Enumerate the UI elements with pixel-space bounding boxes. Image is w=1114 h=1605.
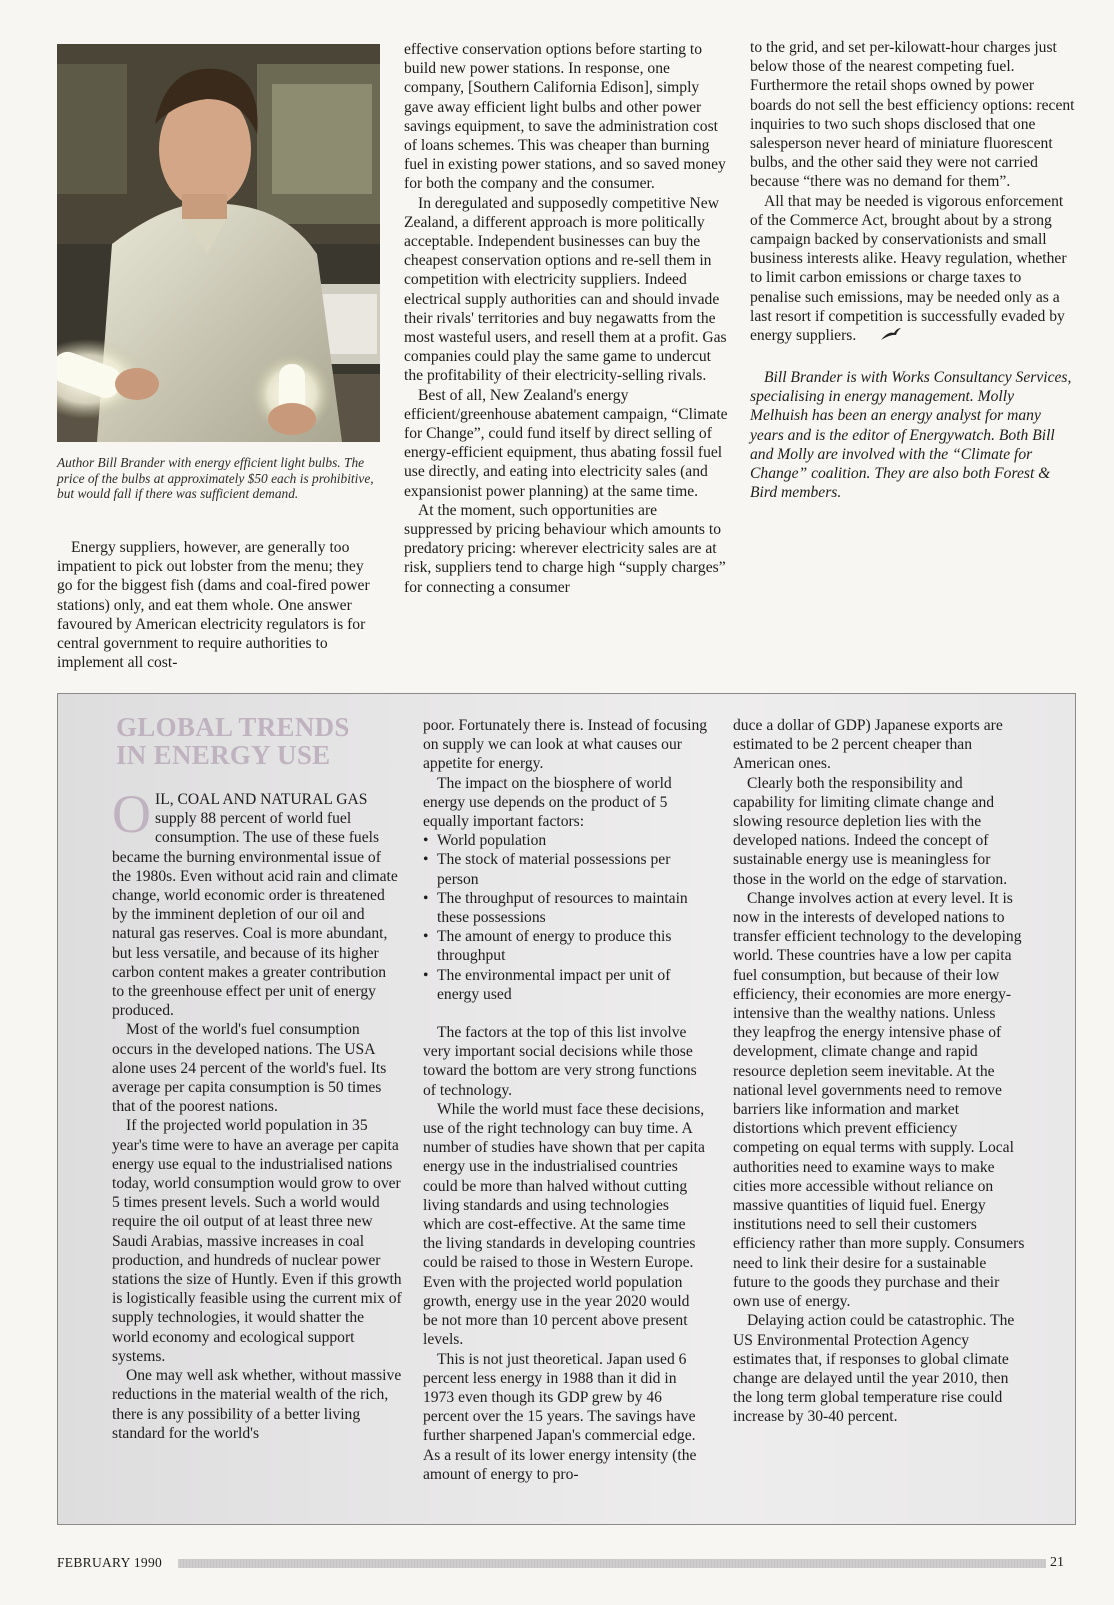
list-item: • The throughput of resources to maintain these possessions — [423, 889, 708, 927]
lead-caps: IL, COAL AND NATURAL GAS — [155, 791, 368, 808]
article-paragraph-text: All that may be needed is vigorous enforcement of the Commerce Act, brought about by a strong campaign backed by conservationists and small business interests alike. Heavy regulation, whether to limit carbon emissions or charge taxes to penalise such emissions, may be needed only as a last resort if competition is successfully evaded by energy suppliers. — [750, 192, 1067, 345]
sidebar-paragraph: One may well ask whether, without massive reductions in the material wealth of the rich, there is any possibility of a better living standard for the world's — [112, 1367, 402, 1442]
sidebar-paragraph: The impact on the biosphere of world energy use depends on the product of 5 equally important factors: — [423, 774, 672, 831]
article-column-2 — [404, 40, 729, 597]
article-paragraph: Energy suppliers, however, are generally too impatient to pick out lobster from the menu; they go for the biggest fish (dams and coal-fired power stations) only, and eat them whole. One answer favoured by American electricity regulators is for central government to require authorities to implement all cost- — [57, 539, 370, 672]
sidebar-title — [116, 713, 406, 769]
sidebar-title-line: IN ENERGY USE — [116, 740, 331, 770]
sidebar-paragraph: This is not just theoretical. Japan used 6 percent less energy in 1988 than it did in 1973 even though its GDP grew by 46 percent over the 15 years. The savings have further sharpened Japan's commercial edge. As a result of its lower energy intensity (the amount of energy to pro- — [423, 1350, 697, 1483]
article-column-1 — [57, 538, 382, 672]
list-item: • World population — [423, 831, 708, 850]
page-number: 21 — [1050, 1555, 1064, 1570]
factor-list — [423, 831, 708, 1004]
sidebar-title-line: GLOBAL TRENDS — [116, 712, 350, 742]
sidebar-paragraph: Clearly both the responsibility and capability for limiting climate change and slowing resource depletion lies with the developed nations. Indeed the concept of sustainable energy use is meaningless for those in the world on the edge of starvation. — [733, 774, 1008, 888]
article-paragraph: effective conservation options before starting to build new power stations. In response, one company, [Southern California Edison], simply gave away efficient light bulbs and other power savings equipment, to save the administration cost of loans schemes. This was cheaper than burning fuel in existing power stations, and so saved money for both the company and the consumer. — [404, 41, 726, 193]
article-paragraph — [750, 192, 1075, 346]
sidebar-paragraph: duce a dollar of GDP) Japanese exports are estimated to be 2 percent cheaper than American ones. — [733, 717, 1003, 773]
article-paragraph: At the moment, such opportunities are suppressed by pricing behaviour which amounts to predatory pricing: wherever electricity sales are at risk, suppliers tend to charge high “supply charges” for connecting a consumer — [404, 501, 726, 596]
bird-icon — [866, 327, 902, 346]
author-bio: Bill Brander is with Works Consultancy Services, specialising in energy management. Molly Melhuish has been an energy analyst for many years and is the editor of Energywatch. Both Bill and Molly are involved with the “Climate for Change” coalition. They are also both Forest & Bird members. — [750, 369, 1072, 502]
sidebar-lead-paragraph — [112, 784, 402, 1020]
author-photo — [57, 44, 380, 442]
sidebar-paragraph: The factors at the top of this list involve very important social decisions while those toward the bottom are very strong functions of technology. — [423, 1024, 697, 1099]
sidebar-column-3 — [733, 716, 1026, 1427]
list-item: • The environmental impact per unit of energy used — [423, 966, 708, 1004]
article-paragraph: Best of all, New Zealand's energy efficient/greenhouse abatement campaign, “Climate for Change”, could fund itself by direct selling of energy-efficient equipment, thus abating fossil fuel use directly, and eating into electricity sales (and expansionist power planning) at the same time. — [404, 386, 728, 500]
sidebar-paragraph: poor. Fortunately there is. Instead of focusing on supply we can look at what causes our appetite for energy. — [423, 717, 708, 773]
sidebar-column-1 — [112, 784, 402, 1443]
drop-cap: O — [112, 784, 151, 844]
author-photo-illustration — [57, 44, 380, 442]
list-item: • The stock of material possessions per person — [423, 850, 708, 888]
sidebar-column-2 — [423, 716, 708, 1484]
sidebar-paragraph: Most of the world's fuel consumption occurs in the developed nations. The USA alone uses 24 percent of the world's fuel. Its average per capita consumption is 50 times that of the poorest nations. — [112, 1021, 387, 1116]
article-column-3 — [750, 38, 1075, 502]
sidebar-paragraph: While the world must face these decisions, use of the right technology can buy time. A number of studies have shown that per capita energy use in the industrialised countries could be more than halved without cutting living standards and using technologies which are cost-effective. At the same time the living standards in developing countries could be raised to those in Western Europe. Even with the projected world population growth, energy use in the year 2020 would be not more than 10 percent above present levels. — [423, 1100, 705, 1349]
sidebar-paragraph: Change involves action at every level. It is now in the interests of developed nations to transfer efficient technology to the developing world. These countries have a low per capita fuel consumption, but because of their low efficiency, their economies are more energy-intensive than the wealthy nations. Unless they leapfrog the energy intensive phase of development, climate change and rapid resource depletion seem inevitable. At the national level governments need to remove barriers like information and market distortions which prevent efficiency competing on equal terms with supply. Local authorities need to examine ways to make cities more accessible without reliance on massive quantities of liquid fuel. Energy institutions need to sell their customers efficiency rather than more supply. Consumers need to link their desire for a sustainable future to the goods they purchase and their own use of energy. — [733, 889, 1025, 1311]
sidebar-paragraph: If the projected world population in 35 year's time were to have an average per capita energy use equal to the industrialised nations today, world consumption would grow to over 5 times present levels. Such a world would require the oil output of at least three new Saudi Arabias, massive increases in coal production, and hundreds of nuclear power stations the size of Huntly. Even if this growth is logistically feasible using the current mix of supply technologies, it would shatter the world economy and ecological support systems. — [112, 1117, 402, 1365]
sidebar-paragraph: Delaying action could be catastrophic. The US Environmental Protection Agency estimates that, if responses to global climate change are delayed until the year 2010, then the long term global temperature rise could increase by 30-40 percent. — [733, 1312, 1015, 1426]
article-paragraph: to the grid, and set per-kilowatt-hour charges just below those of the nearest competing fuel. Furthermore the retail shops owned by power boards do not sell the best efficiency options: recent inquiries to two such shops disclosed that one salesperson never heard of miniature fluorescent bulbs, and the other said they were not carried because “there was no demand for them”. — [750, 39, 1075, 191]
footer-date: FEBRUARY 1990 — [57, 1555, 163, 1570]
lead-text: supply 88 percent of world fuel consumption. The use of these fuels became the burning environmental issue of the 1980s. Even without acid rain and climate change, world economic order is threatened by the imminent depletion of our oil and natural gas reserves. Coal is more abundant, but less versatile, and because of its higher carbon content makes a greater contribution to the greenhouse effect per unit of energy produced. — [112, 810, 398, 1020]
article-paragraph: In deregulated and supposedly competitive New Zealand, a different approach is more politically acceptable. Independent businesses can buy the cheapest conservation options and re-sell them in competition with electricity suppliers. Indeed electrical supply authorities can and should invade their rivals' territories and buy negawatts from the most wasteful users, and resell them at a profit. Gas companies could play the same game to undercut the profitability of their electricity-selling rivals. — [404, 194, 727, 385]
footer-rule — [178, 1559, 1046, 1568]
list-item: • The amount of energy to produce this throughput — [423, 927, 708, 965]
photo-caption: Author Bill Brander with energy efficient light bulbs. The price of the bulbs at approximately $50 each is prohibitive, but would fall if there was sufficient demand. — [57, 455, 374, 502]
